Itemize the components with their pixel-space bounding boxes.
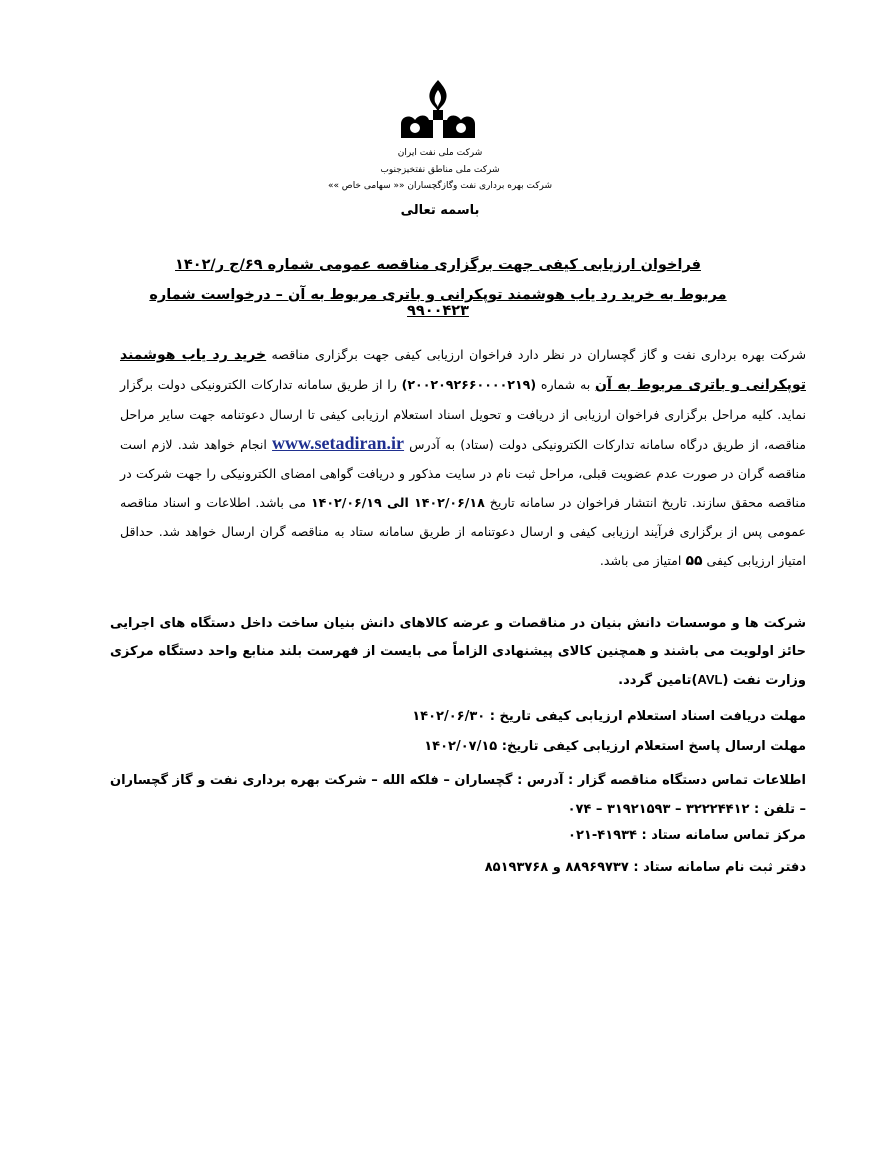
tender-number: (۲۰۰۲۰۹۲۶۶۰۰۰۰۲۱۹) xyxy=(401,377,537,392)
paragraph-text: می باشد. اطلاعات و اسناد مناقصه عمومی پس از برگزاری فرآیند ارزیابی کیفی و ارسال دعوتنامه از طریق سامانه ستاد به مناقصه گران ارسال خواهد شد. حداقل امتیاز ارزیابی کیفی xyxy=(120,495,806,568)
paragraph-text: انجام خواهد شد. لازم است مناقصه گران در صورت عدم عضویت قبلی، مراحل ثبت نام در سایت مذکور و دریافت گواهی امضای الکترونیکی را جهت شرکت در مناقصه محقق سازند. تاریخ انتشار فراخوان در سامانه تاریخ xyxy=(120,437,806,510)
deadline-receive: مهلت دریافت اسناد استعلام ارزیابی کیفی تاریخ : ۱۴۰۲/۰۶/۳۰ xyxy=(412,709,806,724)
main-paragraph xyxy=(120,340,806,576)
bismillah-heading: باسمه تعالی xyxy=(400,203,480,218)
setad-call-center: مرکز تماس سامانه ستاد : ۴۱۹۳۴-۰۲۱ xyxy=(568,828,806,843)
deadline-submit: مهلت ارسال پاسخ استعلام ارزیابی کیفی تاریخ: ۱۴۰۲/۰۷/۱۵ xyxy=(424,739,806,754)
setad-registration-office: دفتر ثبت نام سامانه ستاد : ۸۸۹۶۹۷۳۷ و ۸۵۱۹۳۷۶۸ xyxy=(484,860,806,875)
org-name-line-3: شرکت بهره برداری نفت وگازگچساران «« سهامی خاص »» xyxy=(327,181,553,191)
org-name-line-1: شرکت ملی نفت ایران xyxy=(397,148,483,158)
notice-text: شرکت ها و موسسات دانش بنیان در مناقصات و عرضه کالاهای دانش بنیان ساخت داخل دستگاه های اجرایی حائز اولویت می باشند و همچنین کالای پیشنهادی الزاماً می بایست از فهرست بلند منابع واحد دستگاه مرکزی وزارت نفت ( xyxy=(110,616,806,688)
tender-subtitle: مربوط به خرید رد یاب هوشمند توپکرانی و باتری مربوط به آن – درخواست شماره ۹۹۰۰۴۲۳ xyxy=(149,287,727,319)
knowledge-based-notice xyxy=(110,610,806,695)
notice-text-end: )تامین گردد. xyxy=(618,673,698,688)
paragraph-text: شرکت بهره برداری نفت و گاز گچساران در نظر دارد فراخوان ارزیابی کیفی جهت برگزاری مناقصه xyxy=(271,347,806,362)
paragraph-text: به شماره xyxy=(540,377,591,392)
tender-subject: خرید رد یاب هوشمند توپکرانی و باتری مربوط به آن xyxy=(120,347,806,393)
contact-info: اطلاعات تماس دستگاه مناقصه گزار : آدرس : گچساران – فلکه الله – شرکت بهره برداری نفت و گاز گچساران – تلفن : ۳۲۲۲۴۴۱۲ – ۳۱۹۲۱۵۹۳ – ۰۷۴ xyxy=(110,773,806,817)
tender-title: فراخوان ارزیابی کیفی جهت برگزاری مناقصه عمومی شماره ۶۹/ج ر/۱۴۰۲ xyxy=(175,257,701,273)
org-name-line-2: شرکت ملی مناطق نفتخیزجنوب xyxy=(380,165,500,175)
publish-dates: ۱۴۰۲/۰۶/۱۸ الی ۱۴۰۲/۰۶/۱۹ xyxy=(310,495,485,510)
paragraph-text: را از طریق سامانه تدارکات الکترونیکی دولت برگزار نماید. کلیه مراحل برگزاری فراخوان ارزیابی از دریافت و تحویل اسناد استعلام ارزیابی کیفی تا ارسال دعوتنامه جهت سایر مراحل مناقصه، از طریق درگاه سامانه تدارکات الکترونیکی دولت (ستاد) به آدرس xyxy=(120,377,806,452)
nioc-flame-logo-icon xyxy=(393,78,483,144)
min-score: ۵۵ xyxy=(685,553,703,569)
avl-label: AVL xyxy=(697,672,723,687)
paragraph-text: امتیاز می باشد. xyxy=(599,553,682,568)
setad-website-link[interactable]: www.setadiran.ir xyxy=(272,433,405,453)
